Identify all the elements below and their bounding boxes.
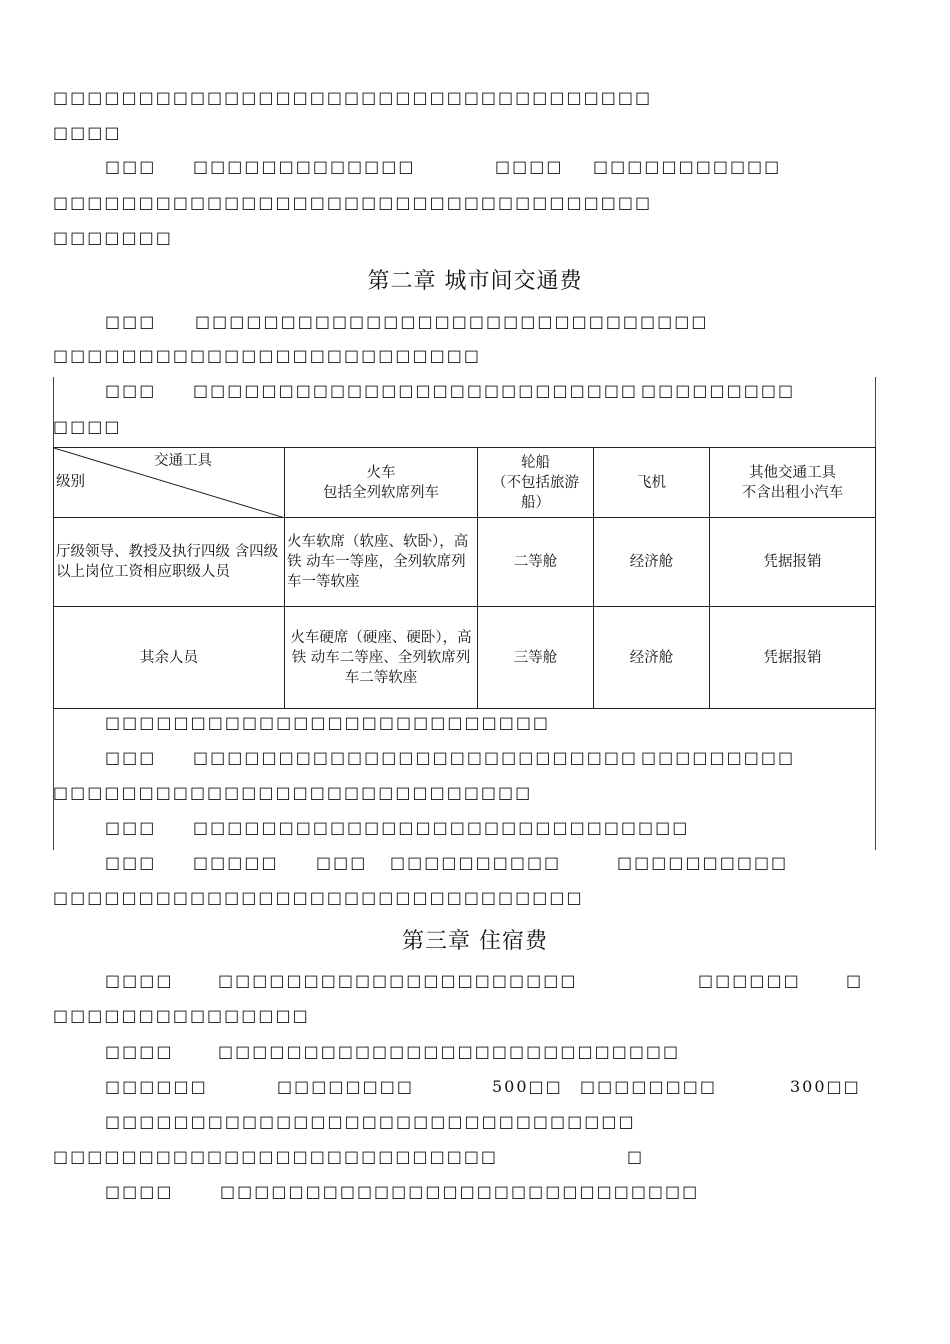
text-line: □□□□□□□ <box>53 228 173 247</box>
text-line: □□□□□□ <box>105 1077 208 1096</box>
amount-text: 300□□ <box>790 1077 861 1096</box>
text-line: □□□□□□□□□□□□□□□□□□□□□□□□□□ <box>53 1147 499 1166</box>
header-ship-note-end: 船） <box>521 494 550 511</box>
article-number: □□□□ <box>105 971 174 990</box>
header-other <box>710 448 876 518</box>
train-cell: 火车软席（软座、软卧），高铁 动车一等座，全列软席列车一等软座 <box>285 518 478 607</box>
text-line: □□□□□□□□□□□□□□□□□□□□□□□□□□□□□ <box>193 818 690 837</box>
text-line: □ <box>627 1147 645 1166</box>
other-cell: 凭据报销 <box>710 607 876 709</box>
table-row <box>54 607 876 709</box>
amount-text: 500□□ <box>492 1077 563 1096</box>
text-line: □□□□□□□□□□ <box>617 853 789 872</box>
plane-cell: 经济舱 <box>594 518 710 607</box>
table-header-row <box>54 448 876 518</box>
chapter-heading: 第二章 城市间交通费 <box>367 269 583 294</box>
text-line: □□□□□□□□□□□□□□□ <box>53 1006 310 1025</box>
article-number: □□□ <box>105 748 157 767</box>
other-cell: 凭据报销 <box>710 518 876 607</box>
article-number: □□□ <box>105 381 157 400</box>
diagonal-header-cell <box>54 448 285 518</box>
table-row <box>54 518 876 607</box>
level-cell: 其余人员 <box>54 607 285 709</box>
text-line: □ <box>846 971 864 990</box>
level-cell: 厅级领导、教授及执行四级 含四级 以上岗位工资相应职级人员 <box>54 518 285 607</box>
header-transport: 交通工具 <box>154 453 212 469</box>
header-other-note: 不含出租小汽车 <box>741 484 844 501</box>
header-ship-title: 轮船 <box>521 454 550 471</box>
article-number: □□□□ <box>105 1182 174 1201</box>
ship-cell: 二等舱 <box>478 518 594 607</box>
header-other-title: 其他交通工具 <box>749 464 836 481</box>
article-number: □□□□ <box>105 1042 174 1061</box>
text-line: □□□□□□□□□□□□□□□□□□□□□□□□□ <box>53 346 481 365</box>
text-line: □□□□□□□□□ <box>641 748 796 767</box>
text-line: □□□ <box>316 853 368 872</box>
article-number: □□□ <box>105 818 157 837</box>
transport-standard-table <box>53 447 876 709</box>
text-line: □□□□□□□□□□□□□□□□□□□□□□□□□□ <box>193 381 639 400</box>
train-cell: 火车硬席（硬座、硬卧），高铁 动车二等座、全列软席列车二等软座 <box>285 607 478 709</box>
article-number: □□□ <box>105 157 157 176</box>
text-line: □□□□□□□□□□□□□□□□□□□□□ <box>218 971 578 990</box>
header-train <box>285 448 478 518</box>
header-ship <box>478 448 594 518</box>
text-line: □□□□□□□□□□□□□□□□□□□□□□□□□□□□□□□ <box>53 888 584 907</box>
text-line: □□□□□□□□□ <box>641 381 796 400</box>
chapter-heading: 第三章 住宿费 <box>402 929 548 954</box>
text-line: □□□□□□□□□□□□□□□□□□□□□□□□□□□□□□□□□□□ <box>53 193 653 212</box>
text-line: □□□□ <box>53 123 122 142</box>
header-train-title: 火车 <box>366 464 396 481</box>
text-line: □□□□□□□□□□□□□□□□□□□□□□□□□□□□□□ <box>195 312 709 331</box>
text-line: □□□□□□□□ <box>580 1077 717 1096</box>
text-line: □□□□□□□□□□□□□□□□□□□□□□□□□□□□ <box>53 783 533 802</box>
text-line: □□□□□□□□□□□□□□□□□□□□□□□□□□□□□□□ <box>105 1112 636 1131</box>
text-line: □□□□ <box>53 417 122 436</box>
header-train-note: 包括全列软席列车 <box>323 484 439 501</box>
text-line: □□□□□□□□□□□□□□□□□□□□□□□□□□ <box>193 748 639 767</box>
header-plane: 飞机 <box>594 448 710 518</box>
ship-cell: 三等舱 <box>478 607 594 709</box>
text-line: □□□□□□□□□□□□□□□□□□□□□□□□□□□□ <box>220 1182 700 1201</box>
text-line: □□□□□ <box>193 853 279 872</box>
text-line: □□□□□□ <box>698 971 801 990</box>
text-line: □□□□□□□□ <box>277 1077 414 1096</box>
text-line: □□□□□□□□□□□ <box>593 157 782 176</box>
header-level: 级别 <box>56 474 85 490</box>
text-line: □□□□□□□□□□□□□ <box>193 157 416 176</box>
text-line: □□□□□□□□□□□□□□□□□□□□□□□□□□□□□□□□□□□ <box>53 88 653 107</box>
header-ship-note: （不包括旅游 <box>492 474 579 491</box>
plane-cell: 经济舱 <box>594 607 710 709</box>
article-number: □□□ <box>105 853 157 872</box>
text-line: □□□□ <box>495 157 564 176</box>
text-line: □□□□□□□□□□□□□□□□□□□□□□□□□□□ <box>218 1042 681 1061</box>
text-line: □□□□□□□□□□ <box>390 853 562 872</box>
text-line: □□□□□□□□□□□□□□□□□□□□□□□□□□ <box>105 713 551 732</box>
article-number: □□□ <box>105 312 157 331</box>
